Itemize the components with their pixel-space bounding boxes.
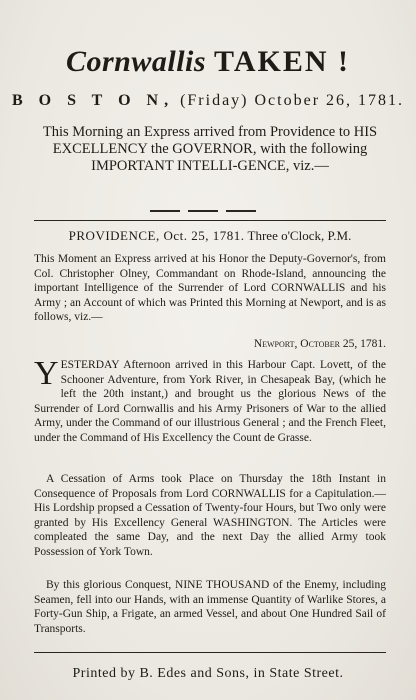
- dateline: [0, 92, 416, 110]
- providence-place: PROVIDENCE, Oct. 25, 1781.: [68, 228, 245, 243]
- paragraph-cessation: A Cessation of Arms took Place on Thursday the 18th Instant in Consequence of Proposals from Lord CORNWALLIS for a Capitulation.—His Lordship propsed a Cessation of Twenty-four Hours, but Two only were granted by His Excellency General WASHINGTON. The Articles were compleated the same Day, and the next Day the allied Army took Possession of York Town.: [34, 473, 386, 558]
- providence-line: [34, 228, 386, 244]
- divider-line-top: [34, 220, 386, 221]
- newport-dateline: Newport, October 25, 1781.: [253, 338, 386, 350]
- headline-name: Cornwallis: [65, 45, 207, 78]
- paragraph-yesterday-text: ESTERDAY Afternoon arrived in this Harbour Capt. Lovett, of the Schooner Adventure, from York River, in Chesapeak Bay, (which he left the 20th instant,) and brought us the glorious News of the Surrender of Lord Cornwallis and his Army Prisoners of War to the allied Army, under the Command of our illustrious General ; and the French Fleet, under the Command of His Excellency the Count de Grasse.: [34, 359, 386, 444]
- paragraph-conquest: By this glorious Conquest, NINE THOUSAND of the Enemy, including Seamen, fell into our Hands, with an immense Quantity of Warlike Stores, a Forty-Gun Ship, a Frigate, an armed Vessel, and about One Hundred Sail of Transports.: [34, 579, 386, 635]
- printer-imprint: Printed by B. Edes and Sons, in State Street.: [72, 666, 344, 681]
- dateline-date: (Friday) October 26, 1781.: [174, 92, 405, 109]
- divider-line-bottom: [34, 652, 386, 653]
- paragraph-deputy-governor: This Moment an Express arrived at his Honor the Deputy-Governor's, from Col. Christopher Olney, Commandant on Rhode-Island, announcing the important Intelligence of the Surrender of Lord CORNWALLIS and his Army ; an Account of which was Printed this Morning at Newport, and is as follows, viz.—: [34, 253, 386, 324]
- dateline-city: B O S T O N,: [11, 92, 175, 109]
- paragraph-yesterday: [34, 355, 386, 446]
- lead-paragraph: This Morning an Express arrived from Providence to HIS EXCELLENCY the GOVERNOR, with the following IMPORTANT INTELLI-GENCE, viz.—: [42, 124, 378, 174]
- providence-time: Three o'Clock, P.M.: [244, 228, 352, 243]
- dash-divider: [150, 210, 260, 212]
- headline: [0, 44, 416, 80]
- drop-cap: Y: [34, 355, 59, 392]
- headline-word: TAKEN !: [214, 45, 350, 78]
